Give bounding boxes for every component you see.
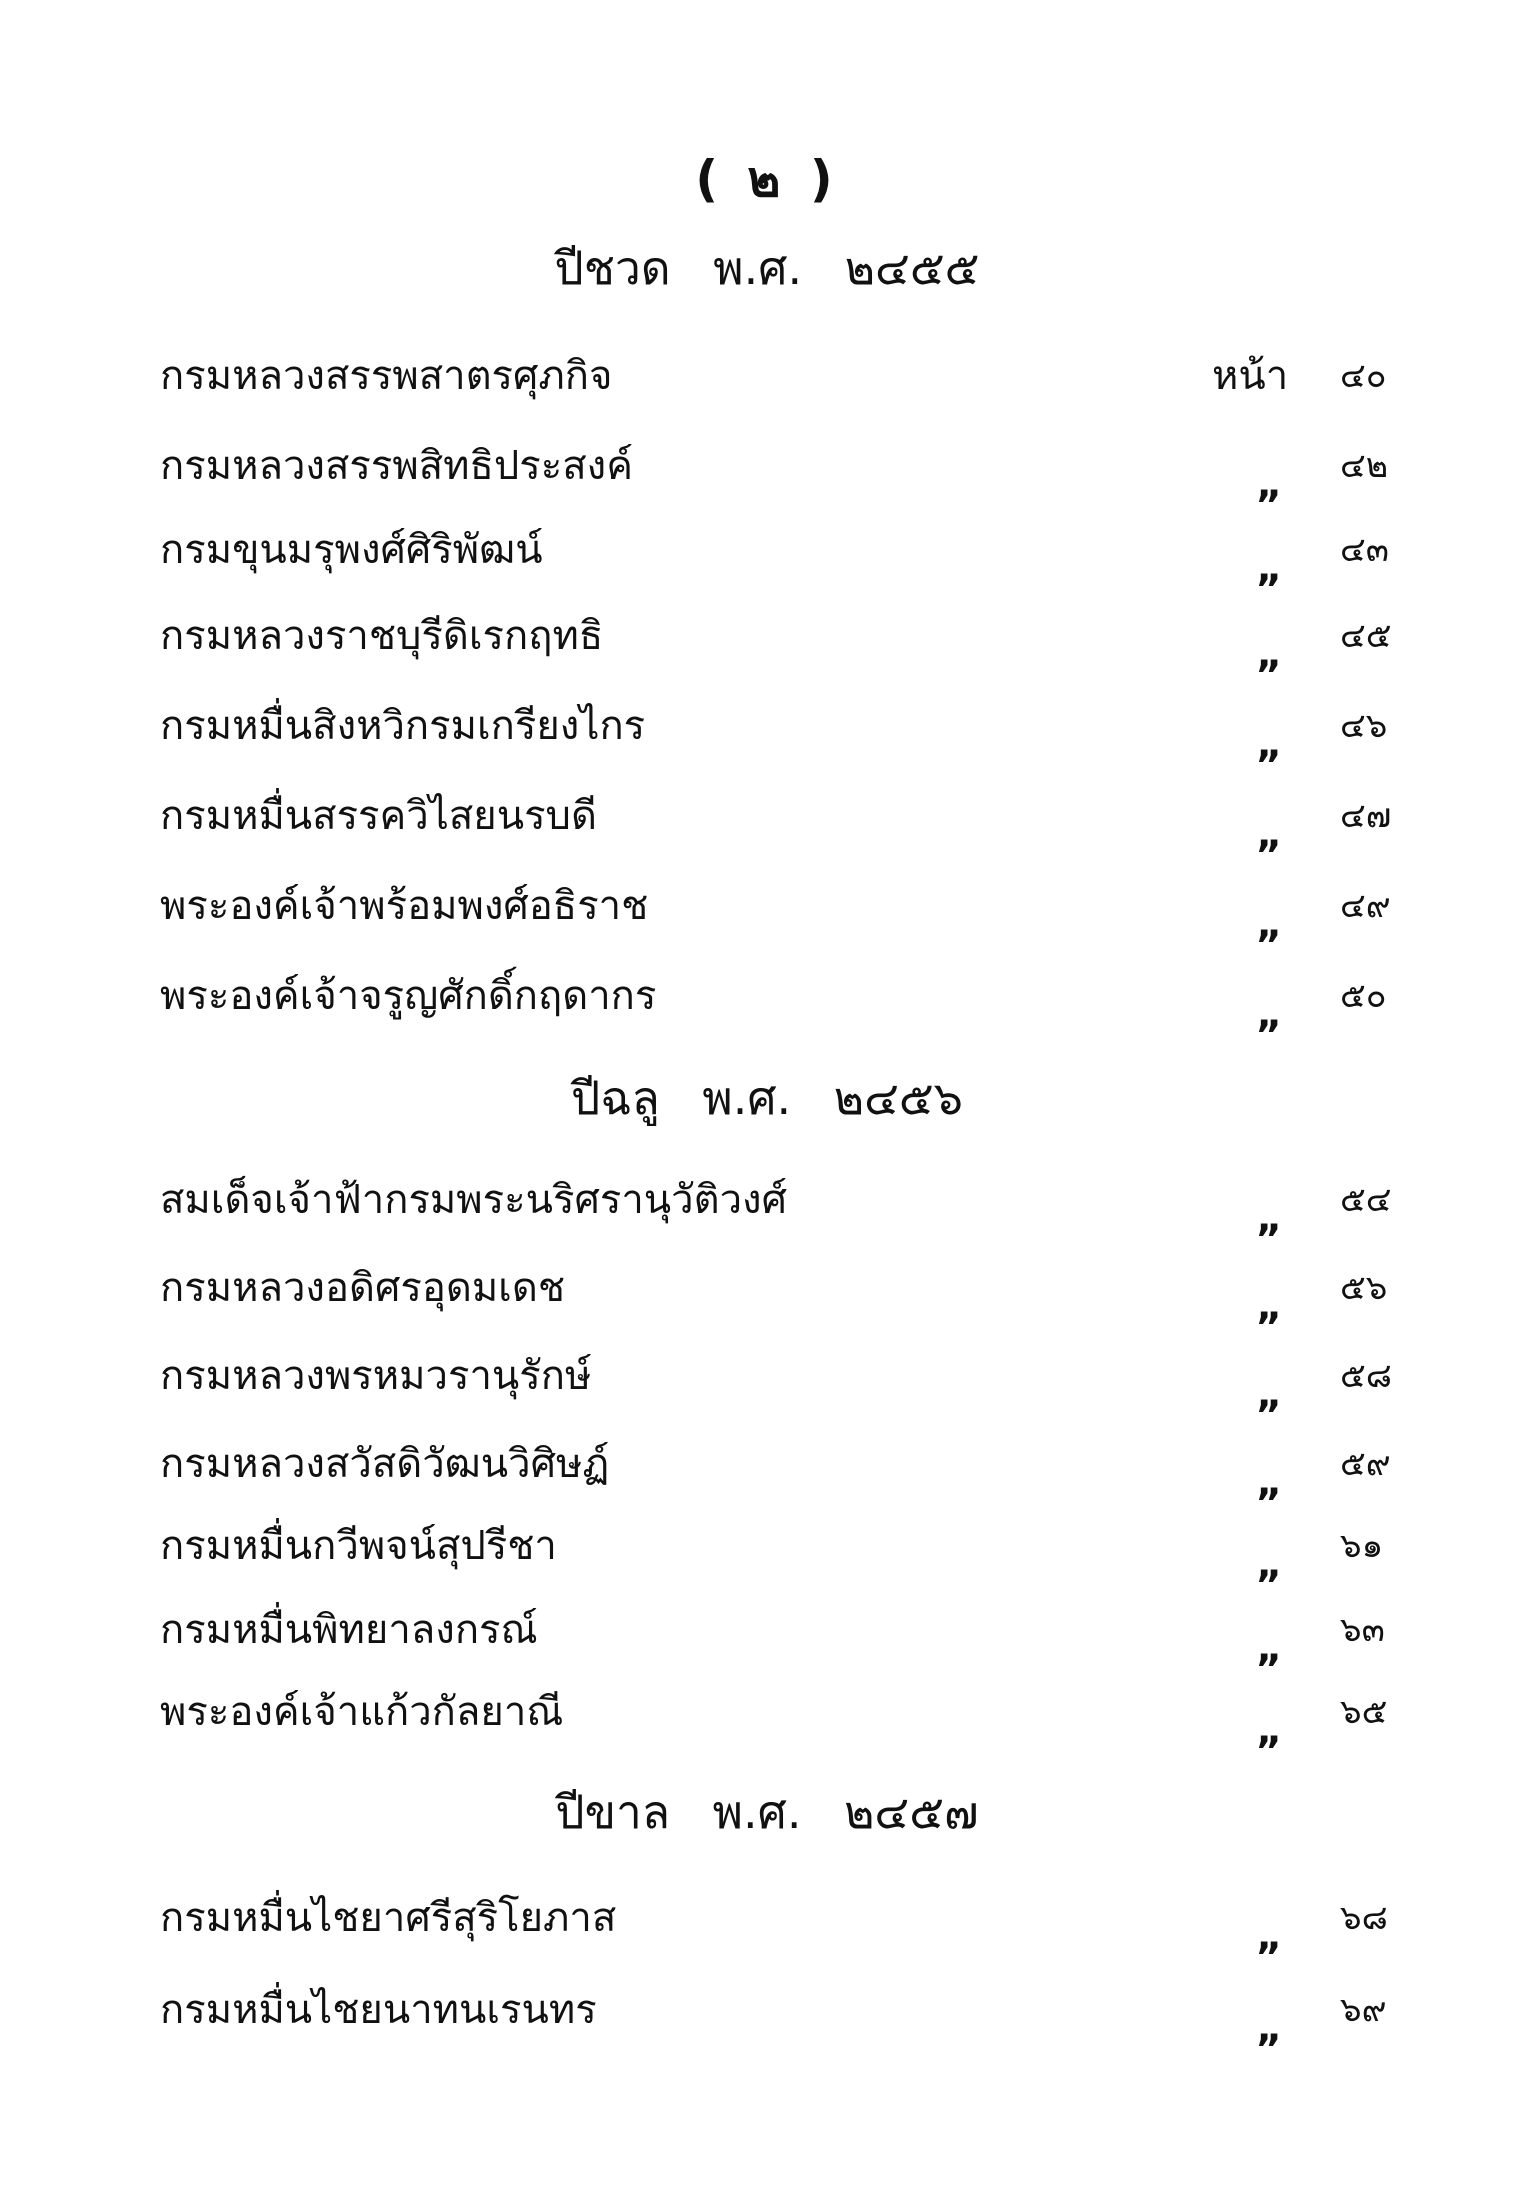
toc-entry — [160, 1680, 1390, 1753]
entry-page: ๔๖ — [1340, 706, 1388, 746]
toc-entry — [160, 344, 1390, 408]
entry-name: พระองค์เจ้าจรูญศักดิ์กฤดากร — [160, 973, 657, 1019]
entry-name: กรมหมื่นไชยาศรีสุริโยภาส — [160, 1895, 617, 1941]
entry-page: ๔๐ — [1340, 356, 1387, 396]
toc-entry — [160, 784, 1392, 857]
toc-entry — [160, 964, 1390, 1037]
entry-name: กรมหลวงสวัสดิวัฒนวิศิษฏ์ — [160, 1441, 610, 1487]
page-number: ( ๒ ) — [695, 150, 839, 208]
ditto-mark: „ — [1256, 545, 1283, 591]
ditto-mark: „ — [1256, 1541, 1283, 1587]
ditto-mark: „ — [1256, 1625, 1283, 1671]
ditto-mark: „ — [1256, 991, 1283, 1037]
toc-entry — [160, 518, 1390, 591]
entry-name: กรมหลวงสรรพสาตรศุภกิจ — [160, 353, 613, 399]
ditto-mark: „ — [1256, 1195, 1283, 1241]
ditto-mark: „ — [1256, 1707, 1283, 1753]
toc-entry — [160, 874, 1391, 947]
entry-name: กรมหลวงสรรพสิทธิประสงค์ — [160, 443, 633, 489]
ditto-mark: „ — [1256, 631, 1283, 677]
toc-entry — [160, 1344, 1392, 1417]
toc-entry — [160, 1256, 1390, 1329]
ditto-mark: „ — [1256, 1371, 1283, 1417]
entry-page: ๔๒ — [1340, 446, 1389, 486]
entry-page: ๔๓ — [1340, 530, 1389, 570]
entry-page: ๖๓ — [1340, 1610, 1385, 1650]
ditto-mark: „ — [1256, 1283, 1283, 1329]
toc-entry — [160, 694, 1390, 767]
toc-entry — [160, 1886, 1390, 1959]
entry-page: ๕๔ — [1340, 1180, 1392, 1220]
entry-name: กรมหลวงราชบุรีดิเรกฤทธิ — [160, 613, 604, 659]
year-name: ปีชวด — [554, 241, 671, 295]
toc-entry — [160, 604, 1392, 677]
entry-name: กรมหลวงพรหมวรานุรักษ์ — [160, 1353, 592, 1399]
year-number: ๒๔๕๗ — [844, 1785, 979, 1839]
year-number: ๒๔๕๖ — [833, 1071, 963, 1125]
year-name: ปีขาล — [555, 1785, 671, 1839]
year-heading — [0, 1782, 1534, 1842]
ditto-mark: „ — [1256, 2005, 1283, 2051]
entry-page: ๖๙ — [1340, 1990, 1387, 2030]
entry-name: พระองค์เจ้าพร้อมพงศ์อธิราช — [160, 883, 649, 929]
year-heading — [0, 1068, 1534, 1128]
ditto-mark: „ — [1256, 901, 1283, 947]
entry-name: กรมหมื่นกวีพจน์สุปรีชา — [160, 1523, 557, 1569]
era-label: พ.ศ. — [712, 1785, 802, 1839]
toc-entry — [160, 434, 1390, 507]
entry-name: กรมหมื่นสิงหวิกรมเกรียงไกร — [160, 703, 646, 749]
era-label: พ.ศ. — [702, 1071, 792, 1125]
entry-name: กรมหมื่นพิทยาลงกรณ์ — [160, 1607, 538, 1653]
entry-name: กรมหมื่นไชยนาทนเรนทร — [160, 1987, 597, 2033]
entry-name: กรมหมื่นสรรควิไสยนรบดี — [160, 793, 597, 839]
entry-name: กรมขุนมรุพงศ์ศิริพัฒน์ — [160, 527, 543, 573]
ditto-mark: „ — [1256, 1459, 1283, 1505]
entry-page: ๕๙ — [1340, 1444, 1391, 1484]
year-number: ๒๔๕๕ — [844, 241, 980, 295]
entry-page: ๖๘ — [1340, 1898, 1388, 1938]
ditto-mark: „ — [1256, 461, 1283, 507]
toc-entry — [160, 1432, 1391, 1505]
ditto-mark: „ — [1256, 1913, 1283, 1959]
toc-entry — [160, 1598, 1390, 1671]
entry-page: ๖๕ — [1340, 1692, 1388, 1732]
entry-page: ๕๖ — [1340, 1268, 1388, 1308]
ditto-mark: „ — [1256, 721, 1283, 767]
page-label: หน้า — [1212, 353, 1289, 399]
toc-entry — [160, 1514, 1390, 1587]
entry-page: ๔๗ — [1340, 796, 1392, 836]
entry-page: ๕๘ — [1340, 1356, 1392, 1396]
entry-name: พระองค์เจ้าแก้วกัลยาณี — [160, 1689, 564, 1735]
toc-entry — [160, 1978, 1390, 2051]
year-heading — [0, 238, 1534, 298]
entry-name: กรมหลวงอดิศรอุดมเดช — [160, 1265, 565, 1311]
year-name: ปีฉลู — [571, 1071, 660, 1125]
entry-page: ๔๕ — [1340, 616, 1392, 656]
entry-page: ๖๑ — [1340, 1526, 1384, 1566]
ditto-mark: „ — [1256, 811, 1283, 857]
entry-page: ๕๐ — [1340, 976, 1387, 1016]
entry-name: สมเด็จเจ้าฟ้ากรมพระนริศรานุวัติวงศ์ — [160, 1177, 787, 1223]
entry-page: ๔๙ — [1340, 886, 1391, 926]
era-label: พ.ศ. — [713, 241, 803, 295]
toc-entry — [160, 1168, 1392, 1241]
